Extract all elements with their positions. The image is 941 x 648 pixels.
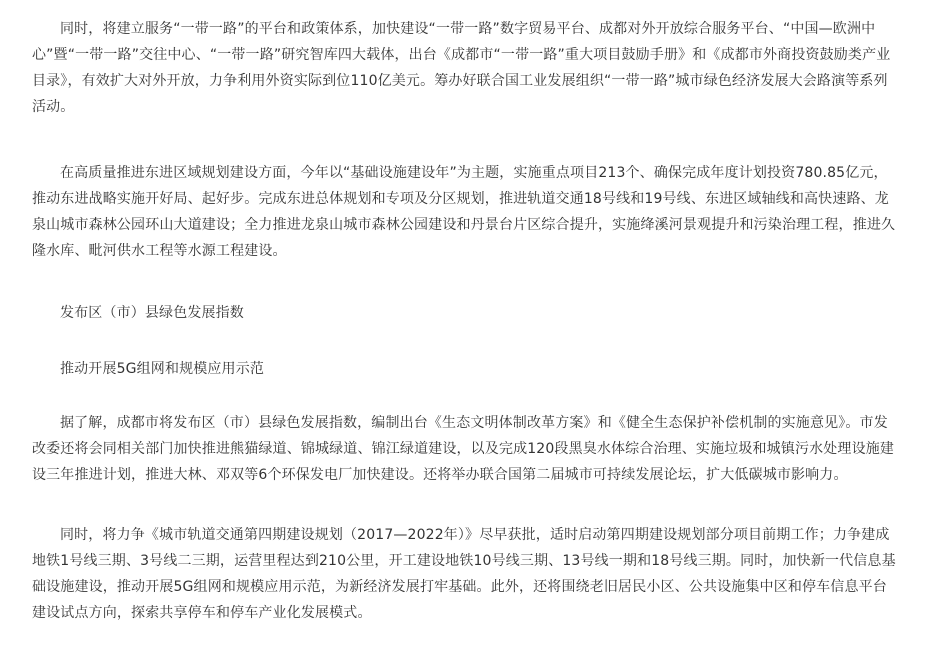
paragraph-rail-transit: 同时，将力争《城市轨道交通第四期建设规划（2017—2022年）》尽早获批，适时启动第四期建设规划部分项目前期工作；力争建成地铁1号线三期、3号线二三期，运营里程达到210公里，开工建设地铁10号线三期、13号线一期和18号线三期。同时，加快新一代信息基础设施建设，推动开展5G组网和规模应用示范，为新经济发展打牢基础。此外，还将围绕老旧居民小区、公共设施集中区和停车信息平台建设试点方向，探索共享停车和停车产业化发展模式。 <box>32 527 896 621</box>
paragraph-belt-road-platform: 同时，将建立服务“一带一路”的平台和政策体系，加快建设“一带一路”数字贸易平台、成都对外开放综合服务平台、“中国—欧洲中心”暨“一带一路”交往中心、“一带一路”研究智库四大载体，出台《成都市“一带一路”重大项目鼓励手册》和《成都市外商投资鼓励类产业目录》，有效扩大对外开放，力争利用外资实际到位110亿美元。筹办好联合国工业发展组织“一带一路”城市绿色经济发展大会路演等系列活动。 <box>32 21 891 115</box>
subheading-5g-network: 推动开展5G组网和规模应用示范 <box>60 361 265 377</box>
subheading-green-index: 发布区（市）县绿色发展指数 <box>60 305 244 321</box>
paragraph-green-development: 据了解，成都市将发布区（市）县绿色发展指数，编制出台《生态文明体制改革方案》和《健全生态保护补偿机制的实施意见》。市发改委还将会同相关部门加快推进熊猫绿道、锦城绿道、锦江绿道建设，以及完成120段黑臭水体综合治理、实施垃圾和城镇污水处理设施建设三年推进计划，推进大林、邓双等6个环保发电厂加快建设。还将举办联合国第二届城市可持续发展论坛，扩大低碳城市影响力。 <box>32 415 895 483</box>
paragraph-east-region-planning: 在高质量推进东进区域规划建设方面，今年以“基础设施建设年”为主题，实施重点项目213个、确保完成年度计划投资780.85亿元，推动东进战略实施开好局、起好步。完成东进总体规划和专项及分区规划，推进轨道交通18号线和19号线、东进区域轴线和高快速路、龙泉山城市森林公园环山大道建设；全力推进龙泉山城市森林公园建设和丹景台片区综合提升，实施绛溪河景观提升和污染治理工程，推进久隆水库、毗河供水工程等水源工程建设。 <box>32 165 896 259</box>
